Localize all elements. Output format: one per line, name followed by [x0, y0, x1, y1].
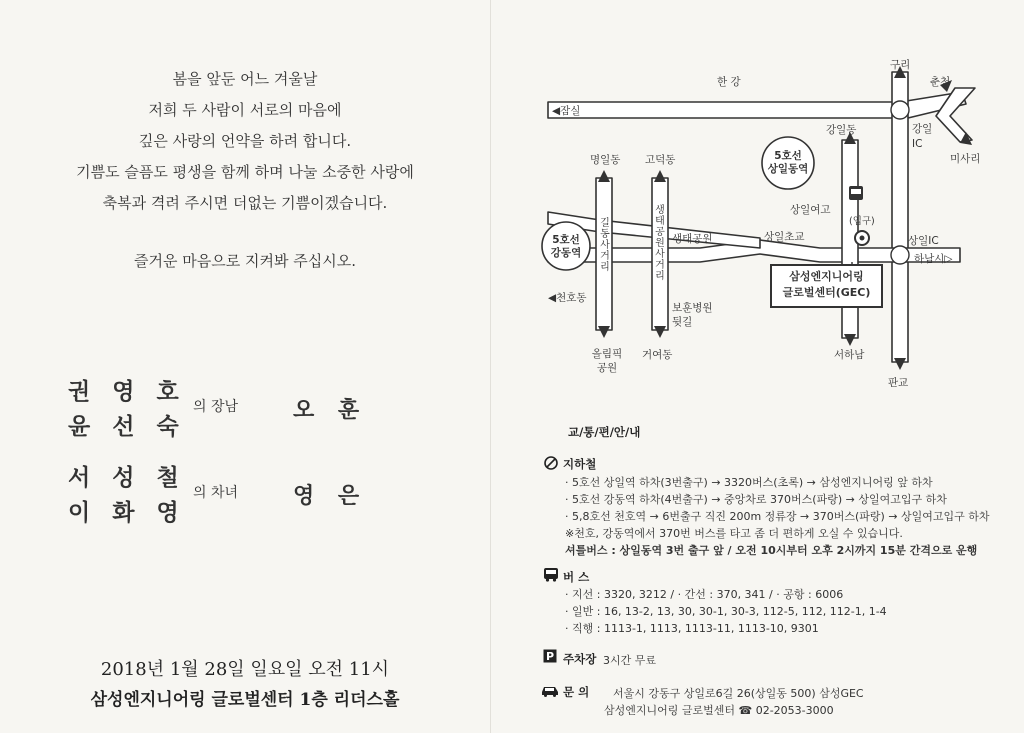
map-entrance: (입구)	[849, 216, 875, 227]
svg-text:P: P	[545, 650, 555, 663]
map-geoyeo: 거여동	[642, 349, 673, 361]
closing-line: 즐거운 마음으로 지켜봐 주십시오.	[134, 252, 356, 270]
poem-line: 깊은 사랑의 언약을 하려 합니다.	[138, 132, 352, 150]
map-hanam: 하남시▷	[914, 253, 953, 265]
poem-line: 기쁨도 슬픔도 평생을 함께 하며 나눌 소중한 사랑에	[76, 163, 414, 181]
map-gangdong-station: 5호선 강동역	[550, 234, 582, 259]
map-olympic-park: 올림픽 공원	[591, 348, 623, 374]
groom-mother: 윤 선 숙	[68, 413, 186, 440]
map-cheonho: ◀천호동	[548, 292, 587, 304]
map-gangil-dong: 강일동	[826, 124, 857, 136]
map-sangil-elementary: 상일초교	[764, 231, 805, 243]
inquiry-title: 문 의	[563, 685, 590, 699]
map-jamsil: ◀잠실	[552, 105, 581, 117]
bus-line: · 일반 : 16, 13-2, 13, 30, 30-1, 30-3, 112-5, 112, 112-1, 1-4	[565, 605, 887, 618]
map-saengtae-crossroad: 생 태 공 원 사 거 리	[655, 205, 665, 282]
parking-icon	[543, 649, 557, 663]
wedding-venue: 삼성엔지니어링 글로벌센터 1층 리더스홀	[90, 690, 400, 710]
bride-relation: 의 차녀	[193, 485, 239, 501]
map-misari: 미사리	[950, 153, 981, 165]
subway-icon	[544, 456, 558, 470]
groom-name: 오 훈	[293, 397, 368, 423]
map-pangyo: 판교	[888, 377, 909, 389]
map-sangil-girls-high: 상일여고	[790, 204, 831, 216]
map-seohanam: 서하남	[834, 349, 865, 361]
parking-title: 주차장	[563, 652, 597, 666]
map-gangil-ic: 강일 IC	[912, 123, 933, 150]
map-sangil-ic: 상일IC	[908, 235, 939, 247]
map-saengtae-park: 생태공원	[672, 233, 713, 245]
subway-line: · 5호선 강동역 하차(4번출구) → 중앙차로 370버스(파랑) → 상일여고입구 하차	[565, 493, 947, 506]
map-bohun-hospital: 보훈병원 뒷길	[672, 302, 713, 328]
subway-title: 지하철	[563, 457, 597, 471]
map-chuncheon: 춘천	[930, 76, 951, 88]
bride-father: 서 성 철	[68, 464, 186, 491]
bus-line: · 직행 : 1113-1, 1113, 1113-11, 1113-10, 9301	[565, 622, 819, 635]
bride-mother: 이 화 영	[68, 499, 186, 526]
map-gildong-crossroad: 길 동 사 거 리	[600, 218, 610, 273]
map-guri: 구리	[890, 59, 911, 71]
subway-note: ※천호, 강동역에서 370번 버스를 타고 좀 더 편하게 오실 수 있습니다.	[565, 527, 903, 540]
wedding-date: 2018년 1월 28일 일요일 오전 11시	[100, 659, 390, 680]
map-han-river: 한 강	[717, 76, 741, 88]
inquiry-address: 서울시 강동구 상일로6길 26(상일동 500) 삼성GEC	[613, 687, 864, 700]
map-sangil-station: 5호선 상일동역	[767, 150, 809, 175]
poem-line: 저희 두 사람이 서로의 마음에	[148, 101, 342, 119]
subway-line: · 5,8호선 천호역 → 6번출구 직진 200m 정류장 → 370버스(파랑) → 상일여고입구 하차	[565, 510, 990, 523]
directions-title: 교/통/편/안/내	[568, 425, 641, 439]
shuttle-info: 셔틀버스 : 상일동역 3번 출구 앞 / 오전 10시부터 오후 2시까지 15분 간격으로 운행	[565, 544, 978, 557]
map-myeongil: 명일동	[590, 154, 621, 166]
road-jamsil	[548, 102, 900, 118]
map-godeok: 고덕동	[645, 154, 676, 166]
inquiry-phone: 삼성엔지니어링 글로벌센터 ☎ 02-2053-3000	[604, 704, 834, 717]
subway-line: · 5호선 상일역 하차(3번출구) → 3320버스(초록) → 삼성엔지니어링 앞 하차	[565, 476, 933, 489]
groom-relation: 의 장남	[193, 399, 239, 415]
bus-title: 버 스	[563, 570, 590, 584]
map-gec-label: 삼성엔지니어링 글로벌센터(GEC)	[782, 270, 871, 299]
parking-text: 3시간 무료	[603, 654, 656, 667]
bride-name: 영 은	[293, 483, 368, 509]
bus-icon	[543, 567, 559, 582]
bus-line: · 지선 : 3320, 3212 / · 간선 : 370, 341 / · 공항 : 6006	[565, 588, 844, 601]
car-icon	[540, 683, 560, 697]
poem-line: 봄을 앞둔 어느 겨울날	[172, 70, 318, 88]
groom-father: 권 영 호	[68, 378, 186, 405]
poem-line: 축복과 격려 주시면 더없는 기쁨이겠습니다.	[102, 194, 388, 212]
